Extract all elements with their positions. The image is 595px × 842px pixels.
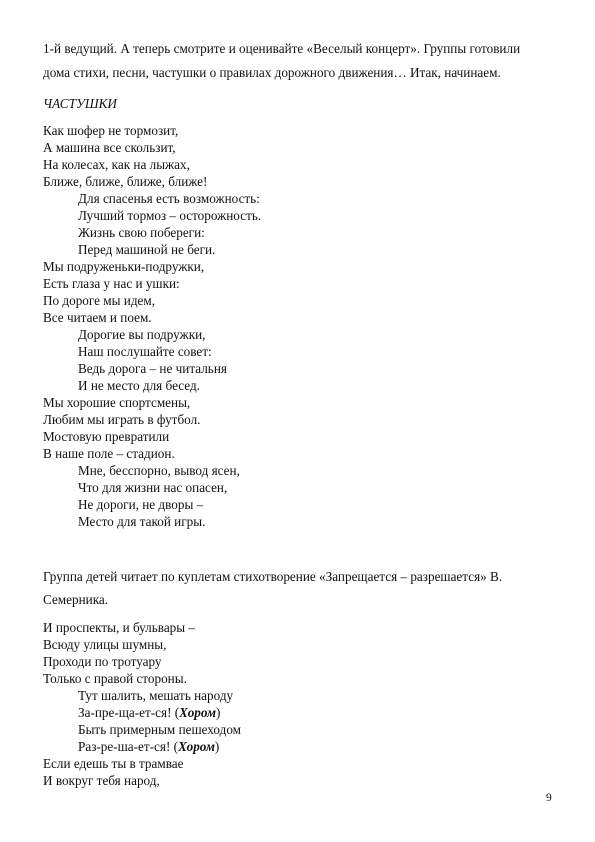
section-title: ЧАСТУШКИ — [43, 96, 117, 111]
poem-intro-line-2: Семерника. — [43, 592, 109, 607]
verse-line: Для спасенья есть возможность: — [78, 191, 260, 206]
poem-intro-line-1: Группа детей читает по куплетам стихотворение «Запрещается – разрешается» В. — [43, 569, 503, 584]
poem-line: Если едешь ты в трамвае — [43, 756, 184, 771]
poem-line: Всюду улицы шумны, — [43, 637, 167, 652]
chorus-label: Хором — [179, 705, 217, 720]
chorus-label: Хором — [178, 739, 215, 754]
verse-line: Место для такой игры. — [78, 514, 206, 529]
verse-line: А машина все скользит, — [43, 140, 176, 155]
poem-line-chorus: Раз-ре-ша-ет-ся! (Хором) — [78, 739, 220, 754]
verse-line: Ведь дорога – не читальня — [78, 361, 227, 376]
verse-line: Наш послушайте совет: — [78, 344, 212, 359]
verse-line: Ближе, ближе, ближе, ближе! — [43, 174, 208, 189]
verse-line: Перед машиной не беги. — [78, 242, 216, 257]
poem-line: Только с правой стороны. — [43, 671, 187, 686]
verse-line: Не дороги, не дворы – — [78, 497, 204, 512]
verse-line: Любим мы играть в футбол. — [43, 412, 201, 427]
verse-line: На колесах, как на лыжах, — [43, 157, 190, 172]
verse-line: Лучший тормоз – осторожность. — [78, 208, 262, 223]
verse-line: Мы подруженьки-подружки, — [43, 259, 205, 274]
verse-line: Как шофер не тормозит, — [43, 123, 179, 138]
intro-line-1: 1-й ведущий. А теперь смотрите и оценивайте «Веселый концерт». Группы готовили — [43, 41, 521, 56]
verse-line: Что для жизни нас опасен, — [78, 480, 228, 495]
verse-line: Все читаем и поем. — [43, 310, 152, 325]
poem-line: Проходи по тротуару — [43, 654, 162, 669]
poem-line: Тут шалить, мешать народу — [78, 688, 234, 703]
verse-line: Жизнь свою побереги: — [78, 225, 205, 240]
poem-line-text: За-пре-ща-ет-ся! — [78, 705, 172, 720]
poem-line-text: Раз-ре-ша-ет-ся! — [78, 739, 171, 754]
verse-line: По дороге мы идем, — [43, 293, 156, 308]
page-number: 9 — [546, 792, 552, 804]
verse-line: Мне, бесспорно, вывод ясен, — [78, 463, 240, 478]
poem-line: И вокруг тебя народ, — [43, 773, 160, 788]
poem-line-chorus: За-пре-ща-ет-ся! (Хором) — [78, 705, 221, 720]
verse-line: Мостовую превратили — [43, 429, 170, 444]
poem-line: Быть примерным пешеходом — [78, 722, 242, 737]
intro-line-2: дома стихи, песни, частушки о правилах дорожного движения… Итак, начинаем. — [43, 65, 501, 80]
verse-line: В наше поле – стадион. — [43, 446, 175, 461]
verse-line: Есть глаза у нас и ушки: — [43, 276, 180, 291]
poem-line: И проспекты, и бульвары – — [43, 620, 196, 635]
verse-line: Мы хорошие спортсмены, — [43, 395, 191, 410]
verse-line: Дорогие вы подружки, — [78, 327, 206, 342]
verse-line: И не место для бесед. — [78, 378, 200, 393]
